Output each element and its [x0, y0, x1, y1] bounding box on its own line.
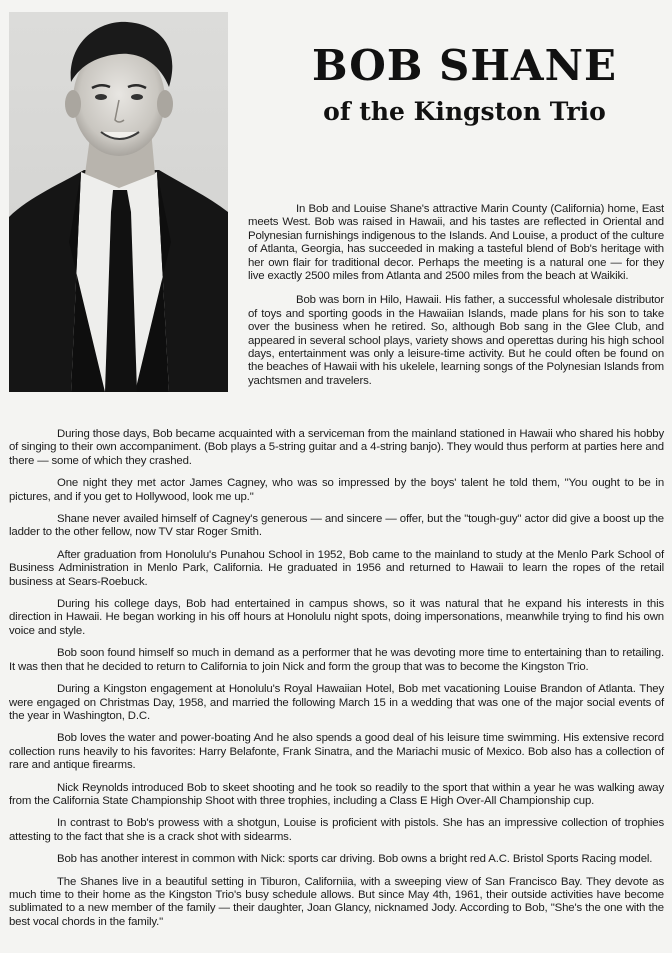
portrait-photo [9, 12, 228, 392]
page-subtitle: of the Kingston Trio [323, 97, 606, 126]
paragraph: Bob was born in Hilo, Hawaii. His father, a successful wholesale distributor of toys and sporting goods in the Hawaiian Islands, made plans for his son to take over the business when he retired. So, although Bob sang in the Glee Club, and appeared in several school plays, variety shows and operettas during his high school days, entertainment was only a leisure-time activity. But he could often be found on the beaches of Hawaii with his ukelele, learning songs of the Polynesian Islands from yachtsmen and travelers. [248, 294, 664, 387]
paragraph: During his college days, Bob had entertained in campus shows, so it was natural that he expand his interests in this direction in Hawaii. He began working in his off hours at Honolulu night spots, doing impersonations, meanwhile trying to find his own voice and style. [9, 598, 664, 637]
paragraph: Shane never availed himself of Cagney's generous — and sincere — offer, but the "tough-guy" actor did give a boost up the ladder to the other fellow, now TV star Roger Smith. [9, 513, 664, 539]
body-text [9, 428, 664, 938]
paragraph: Bob soon found himself so much in demand as a performer that he was devoting more time to entertaining than to retailing. It was then that he decided to return to California to join Nick and form the group that was to become the Kingston Trio. [9, 647, 664, 673]
page-title: BOB SHANE [312, 41, 617, 90]
paragraph: One night they met actor James Cagney, who was so impressed by the boys' talent he told them, "You ought to be in pictures, and if you get to Hollywood, look me up." [9, 477, 664, 503]
paragraph: Bob loves the water and power-boating And he also spends a good deal of his leisure time swimming. His extensive record collection runs heavily to his favorites: Harry Belafonte, Frank Sinatra, and the Mariachi music of Mexico. Bob also has a collection of rare and antique firearms. [9, 732, 664, 772]
paragraph: Nick Reynolds introduced Bob to skeet shooting and he took so readily to the sport that within a year he was walking away from the California State Championship Shoot with three trophies, including a Class E High Over-All Championship cup. [9, 781, 664, 807]
paragraph: After graduation from Honolulu's Punahou School in 1952, Bob came to the mainland to study at the Menlo Park School of Business Administration in Menlo Park, California. He graduated in 1956 and returned to Hawaii to learn the ropes of the retail business at Sears-Roebuck. [9, 548, 664, 588]
paragraph: In Bob and Louise Shane's attractive Marin County (California) home, East meets West. Bob was raised in Hawaii, and his tastes are reflected in Oriental and Polynesian furnishings indigenous to the Islands. And Louise, a product of the culture of Atlanta, Georgia, has succeeded in making a tasteful blend of Bob's heritage with her own flair for traditional decor. Perhaps the meeting is a natural one — for they live exactly 2500 miles from Atlanta and 2500 miles from the beach at Waikiki. [248, 203, 664, 283]
paragraph: The Shanes live in a beautiful setting in Tiburon, Californiia, with a sweeping view of San Francisco Bay. They devote as much time to their home as the Kingston Trio's busy schedule allows. But since May 4th, 1961, their outside activities have become sublimated to a new member of the family — their daughter, Joan Glancy, nicknamed Jody. According to Bob, "She's the one with the best vocal chords in the family." [9, 875, 664, 928]
title-block [292, 42, 637, 128]
paragraph: During a Kingston engagement at Honolulu's Royal Hawaiian Hotel, Bob met vacationing Louise Brandon of Atlanta. They were engaged on Christmas Day, 1958, and married the following March 15 in a wedding that was one of the major social events of the year in Washington, D.C. [9, 683, 664, 722]
portrait-image [9, 12, 228, 392]
paragraph: In contrast to Bob's prowess with a shotgun, Louise is proficient with pistols. She has an impressive collection of trophies attesting to the fact that she is a crack shot with sidearms. [9, 817, 664, 843]
intro-text-column [248, 203, 664, 399]
paragraph: Bob has another interest in common with Nick: sports car driving. Bob owns a bright red A.C. Bristol Sports Racing model. [57, 853, 653, 866]
paragraph: During those days, Bob became acquainted with a serviceman from the mainland stationed in Hawaii who shared his hobby of singing to their own accompaniment. (Bob plays a 5-string guitar and a 4-string banjo). They would thus perform at parties here and there — some of which they crashed. [9, 428, 664, 467]
